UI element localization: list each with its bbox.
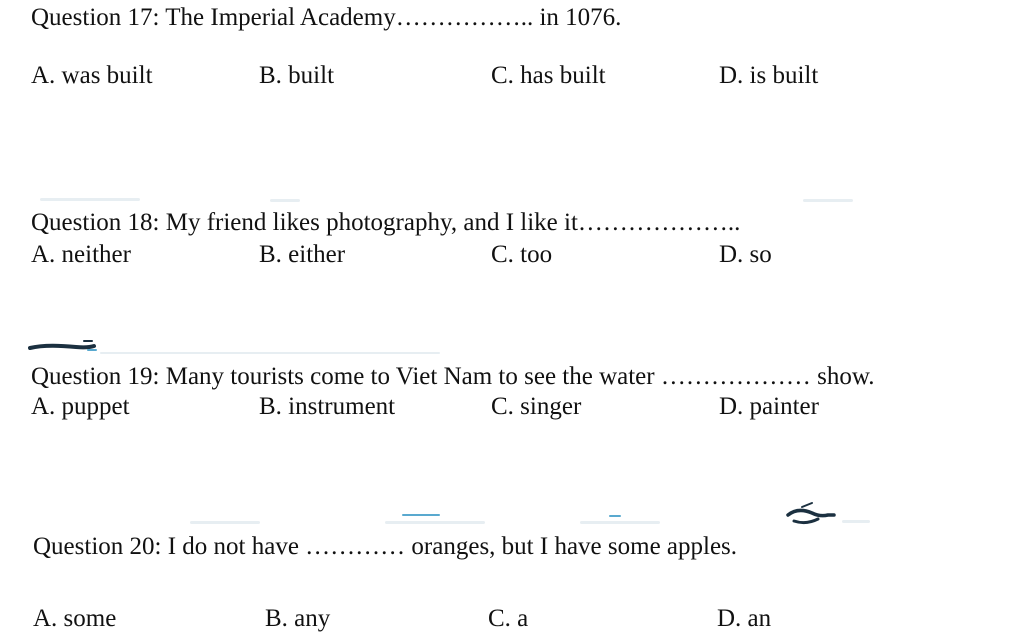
blue-pen-mark — [609, 515, 621, 517]
question-20-option-d: D. an — [717, 605, 772, 632]
question-19-option-d: D. painter — [719, 393, 819, 420]
question-20-text: Question 20: I do not have ………… oranges, but I have some apples. — [33, 533, 738, 560]
question-18-option-c: C. too — [491, 241, 553, 268]
faint-scan-mark — [100, 352, 440, 354]
question-18-text: Question 18: My friend likes photography, and I like it……………….. — [31, 209, 741, 236]
question-20-option-b: B. any — [265, 605, 331, 632]
question-17-option-b: B. built — [259, 62, 335, 89]
faint-scan-mark — [270, 199, 300, 202]
blue-pen-mark — [402, 514, 440, 516]
faint-scan-mark — [842, 520, 870, 523]
question-17-text: Question 17: The Imperial Academy…………….. in 1076. — [31, 4, 622, 31]
question-17-option-c: C. has built — [491, 62, 606, 89]
question-17-option-d: D. is built — [719, 62, 819, 89]
question-18-option-a: A. neither — [31, 241, 131, 268]
question-20-option-a: A. some — [33, 605, 117, 632]
pen-scribble-mark — [26, 334, 106, 356]
question-19-text: Question 19: Many tourists come to Viet Nam to see the water ……………… show. — [31, 363, 875, 390]
question-20-option-c: C. a — [488, 605, 529, 632]
question-17-option-a: A. was built — [31, 62, 153, 89]
question-19-option-b: B. instrument — [259, 393, 396, 420]
question-18-option-d: D. so — [719, 241, 772, 268]
pen-scribble-mark — [782, 501, 842, 529]
question-19-option-c: C. singer — [491, 393, 582, 420]
faint-scan-mark — [385, 521, 485, 524]
question-19-option-a: A. puppet — [31, 393, 130, 420]
faint-scan-mark — [40, 198, 140, 201]
question-18-option-b: B. either — [259, 241, 346, 268]
faint-scan-mark — [190, 521, 260, 524]
faint-scan-mark — [803, 199, 853, 202]
faint-scan-mark — [580, 521, 660, 524]
